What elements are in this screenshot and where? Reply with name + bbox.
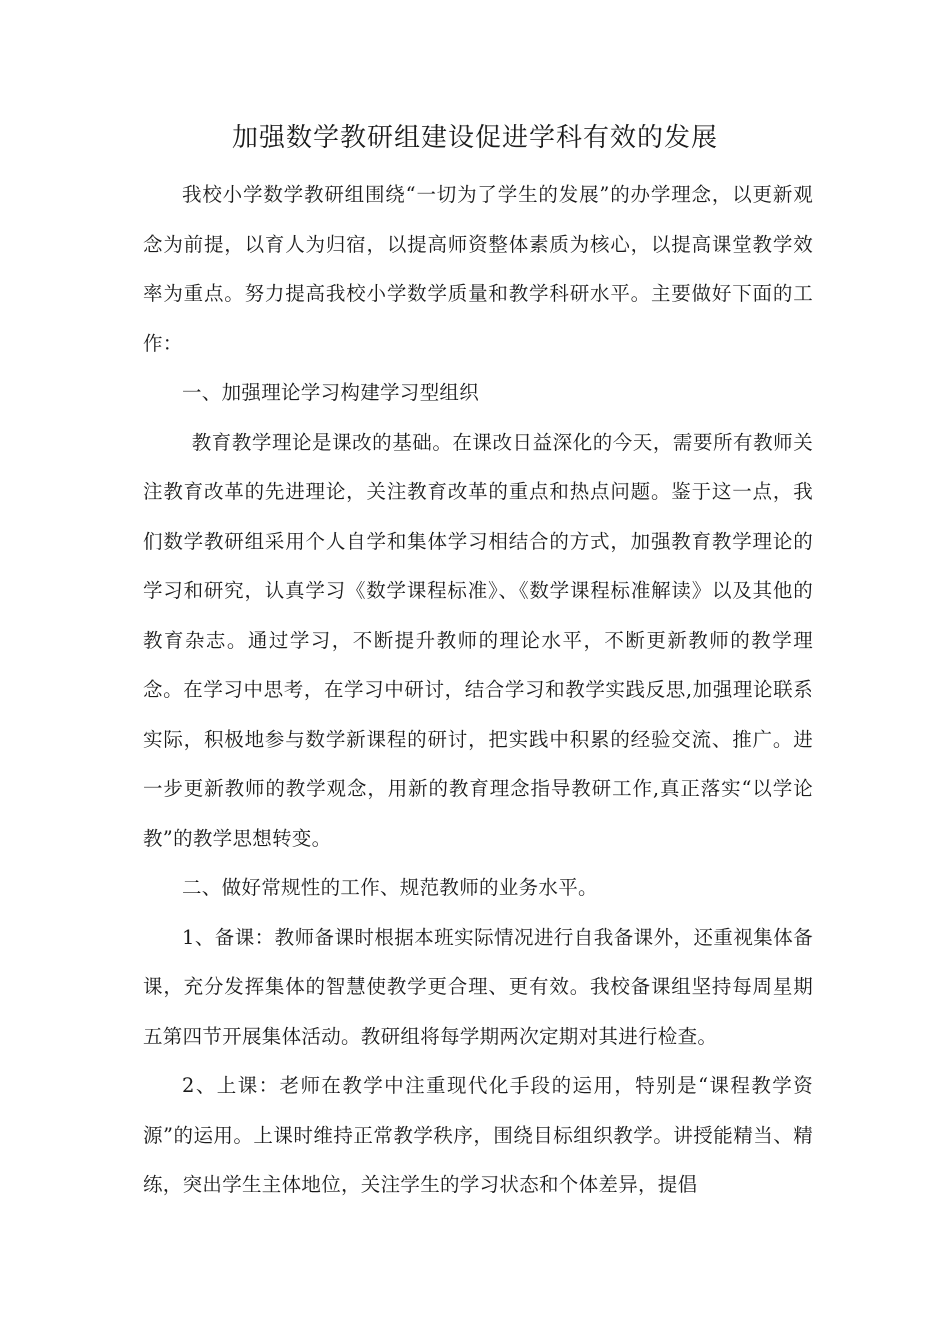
teaching-paragraph: 2、上课：老师在教学中注重现代化手段的运用，特别是“课程教学资源”的运用。上课时维持正常教学秩序，围绕目标组织教学。讲授能精当、精练，突出学生主体地位，关注学生的学习状态和个体差异，提倡 bbox=[143, 1074, 813, 1196]
section-heading-1: 一、加强理论学习构建学习型组织 bbox=[182, 381, 480, 404]
document-title: 加强数学教研组建设促进学科有效的发展 bbox=[231, 123, 718, 153]
document-body bbox=[143, 170, 813, 1210]
theory-paragraph: 教育教学理论是课改的基础。在课改日益深化的今天，需要所有教师关注教育改革的先进理论，关注教育改革的重点和热点问题。鉴于这一点，我们数学教研组采用个人自学和集体学习相结合的方式，加强教育教学理论的学习和研究，认真学习《数学课程标准》、《数学课程标准解读》以及其他的教育杂志。通过学习，不断提升教师的理论水平，不断更新教师的教学理念。在学习中思考，在学习中研讨，结合学习和教学实践反思,加强理论联系实际，积极地参与数学新课程的研讨，把实践中积累的经验交流、推广。进一步更新教师的教学观念，用新的教育理念指导教研工作,真正落实“以学论教”的教学思想转变。 bbox=[143, 430, 813, 850]
section-heading-2: 二、做好常规性的工作、规范教师的业务水平。 bbox=[182, 876, 598, 899]
lesson-prep-paragraph: 1、备课：教师备课时根据本班实际情况进行自我备课外，还重视集体备课，充分发挥集体的智慧使教学更合理、更有效。我校备课组坚持每周星期五第四节开展集体活动。教研组将每学期两次定期对其进行检查。 bbox=[143, 925, 813, 1048]
intro-paragraph: 我校小学数学教研组围绕“一切为了学生的发展”的办学理念，以更新观念为前提，以育人为归宿，以提高师资整体素质为核心，以提高课堂教学效率为重点。努力提高我校小学数学质量和教学科研水平。主要做好下面的工作： bbox=[143, 183, 813, 355]
